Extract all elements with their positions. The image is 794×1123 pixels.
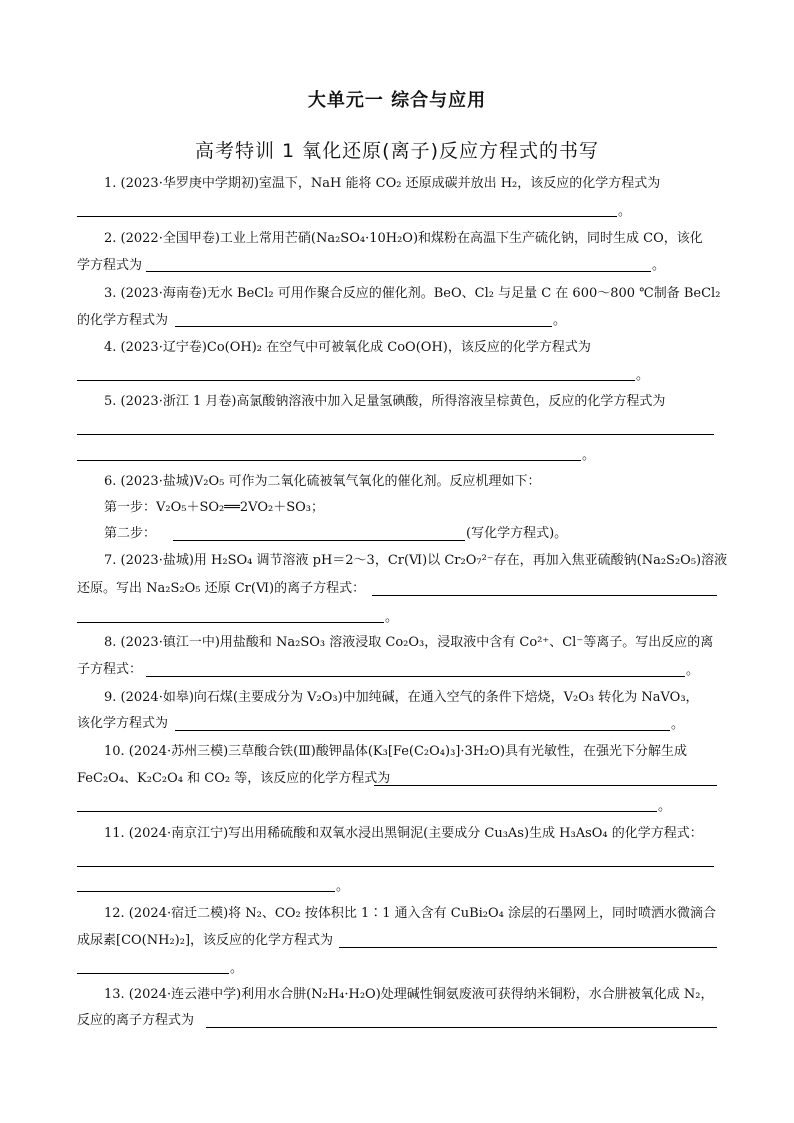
- answer-blank-7b[interactable]: [77, 622, 384, 623]
- section-title: 高考特训 1 氧化还原(离子)反应方程式的书写: [195, 140, 599, 162]
- question-7-line1: 7. (2023·盐城)用 H₂SO₄ 调节溶液 pH＝2～3，Cr(Ⅵ)以 Cr₂O₇²⁻存在，再加入焦亚硫酸钠(Na₂S₂O₅)溶液: [104, 553, 728, 568]
- period: 。: [652, 258, 666, 273]
- question-10-line2: FeC₂O₄、K₂C₂O₄ 和 CO₂ 等，该反应的化学方程式为: [77, 771, 391, 786]
- question-9-line1: 9. (2024·如皋)向石煤(主要成分为 V₂O₃)中加纯碱，在通入空气的条件下焙烧，V₂O₃ 转化为 NaVO₃，: [104, 690, 699, 705]
- period: 。: [230, 961, 244, 976]
- question-6-step2-label: 第二步：: [104, 526, 157, 541]
- question-4-text: 4. (2023·辽宁卷)Co(OH)₂ 在空气中可被氧化成 CoO(OH)，该反应的化学方程式为: [104, 340, 591, 355]
- answer-blank-1[interactable]: [77, 216, 617, 217]
- answer-blank-11b[interactable]: [77, 891, 335, 892]
- period: 。: [636, 368, 650, 383]
- question-12-line2: 成尿素[CO(NH₂)₂]，该反应的化学方程式为: [77, 933, 334, 948]
- question-11-text: 11. (2024·南京江宁)写出用稀硫酸和双氧水浸出黑铜泥(主要成分 Cu₃As)生成 H₃AsO₄ 的化学方程式：: [104, 826, 703, 841]
- question-6-line1: 6. (2023·盐城)V₂O₅ 可作为二氧化硫被氧气氧化的催化剂。反应机理如下：: [104, 474, 541, 489]
- question-13-line2: 反应的离子方程式为: [77, 1013, 195, 1028]
- question-13-line1: 13. (2024·连云港中学)利用水合肼(N₂H₄·H₂O)处理碱性铜氨废液可获得纳米铜粉，水合肼被氧化成 N₂，: [104, 987, 714, 1002]
- answer-blank-7a[interactable]: [372, 595, 717, 596]
- question-5-text: 5. (2023·浙江 1 月卷)高氯酸钠溶液中加入足量氢碘酸，所得溶液呈棕黄色，反应的化学方程式为: [104, 394, 666, 409]
- answer-blank-3[interactable]: [175, 326, 552, 327]
- answer-blank-11a[interactable]: [77, 866, 714, 867]
- answer-blank-5b[interactable]: [77, 460, 581, 461]
- period: 。: [553, 313, 567, 328]
- period: 。: [686, 663, 700, 678]
- question-3-line2: 的化学方程式为: [77, 313, 169, 328]
- answer-blank-12b[interactable]: [77, 973, 229, 974]
- answer-blank-4[interactable]: [77, 380, 635, 381]
- question-7-line2: 还原。写出 Na₂S₂O₅ 还原 Cr(Ⅵ)的离子方程式：: [77, 581, 366, 596]
- unit-title: 大单元一 综合与应用: [307, 90, 487, 111]
- period: 。: [385, 610, 399, 625]
- question-9-line2: 该化学方程式为: [77, 716, 169, 731]
- question-8-line2: 子方程式：: [77, 662, 143, 677]
- period: 。: [582, 448, 596, 463]
- answer-blank-13[interactable]: [206, 1027, 717, 1028]
- answer-blank-2[interactable]: [146, 271, 651, 272]
- period: 。: [658, 799, 672, 814]
- answer-blank-5a[interactable]: [77, 434, 714, 435]
- answer-blank-6[interactable]: [173, 540, 465, 541]
- question-2-line2: 学方程式为: [77, 258, 143, 273]
- question-6-step1: 第一步：V₂O₅＋SO₂══2VO₂＋SO₃；: [104, 500, 324, 515]
- question-8-line1: 8. (2023·镇江一中)用盐酸和 Na₂SO₃ 溶液浸取 Co₂O₃，浸取液中含有 Co²⁺、Cl⁻等离子。写出反应的离: [104, 635, 714, 650]
- question-1-text: 1. (2023·华罗庚中学期初)室温下，NaH 能将 CO₂ 还原成碳并放出 H₂，该反应的化学方程式为: [104, 176, 661, 191]
- answer-blank-10b[interactable]: [77, 811, 657, 812]
- answer-blank-12a[interactable]: [339, 947, 717, 948]
- answer-blank-8[interactable]: [146, 676, 685, 677]
- period: 。: [336, 879, 350, 894]
- question-12-line1: 12. (2024·宿迁二模)将 N₂、CO₂ 按体积比 1∶1 通入含有 CuBi₂O₄ 涂层的石墨网上，同时喷洒水微滴合: [104, 906, 717, 921]
- question-10-line1: 10. (2024·苏州三模)三草酸合铁(Ⅲ)酸钾晶体(K₃[Fe(C₂O₄)₃]·3H₂O)具有光敏性，在强光下分解生成: [104, 744, 688, 759]
- period: 。: [671, 717, 685, 732]
- period: 。: [618, 204, 632, 219]
- question-3-line1: 3. (2023·海南卷)无水 BeCl₂ 可用作聚合反应的催化剂。BeO、Cl₂ 与足量 C 在 600～800 ℃制备 BeCl₂: [104, 286, 721, 301]
- answer-blank-10a[interactable]: [374, 785, 717, 786]
- answer-blank-9[interactable]: [175, 730, 670, 731]
- question-2-line1: 2. (2022·全国甲卷)工业上常用芒硝(Na₂SO₄·10H₂O)和煤粉在高温下生产硫化钠，同时生成 CO，该化: [104, 231, 703, 246]
- question-6-step2-suffix: (写化学方程式)。: [466, 526, 568, 541]
